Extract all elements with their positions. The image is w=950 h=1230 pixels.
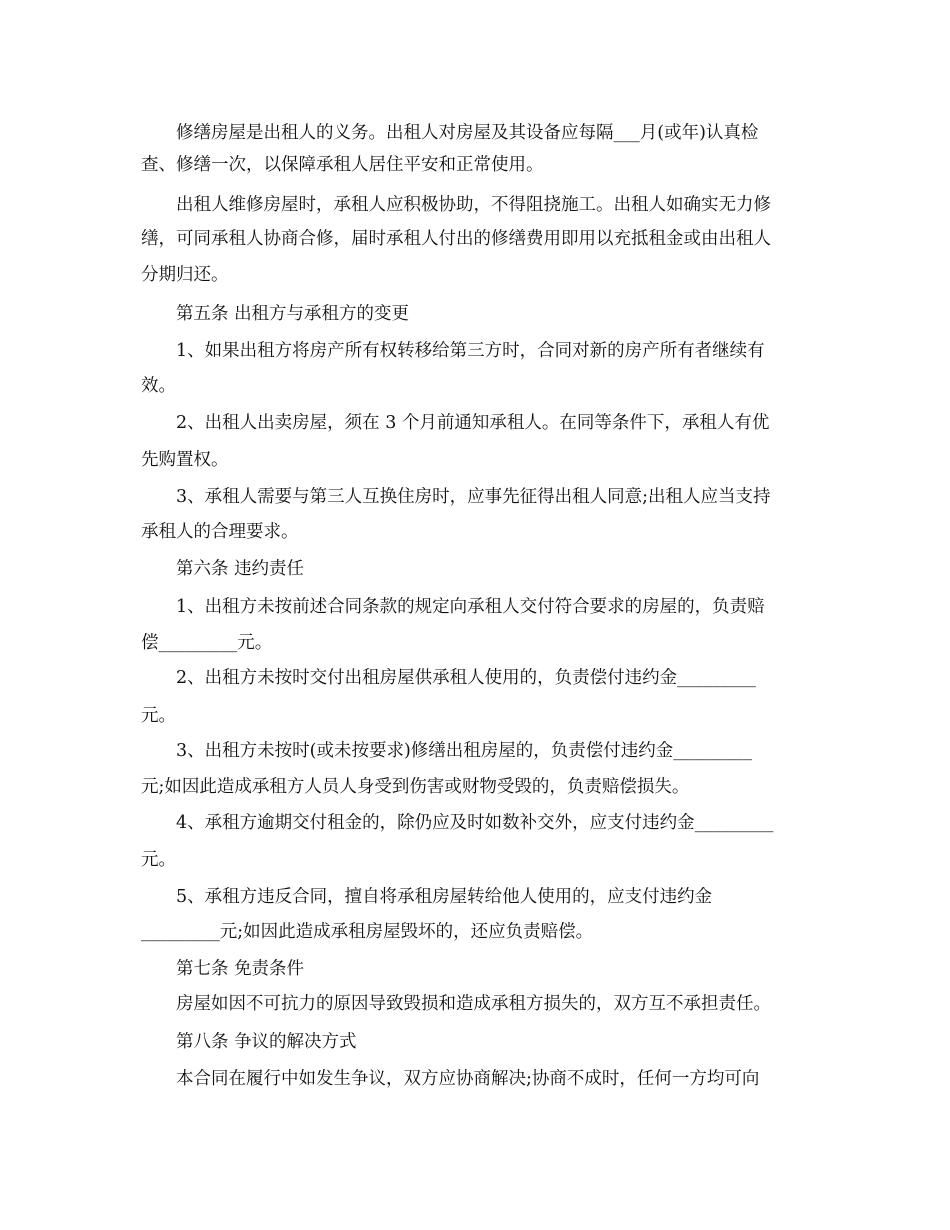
text-line: 元。 <box>141 850 176 870</box>
section-heading: 第八条 争议的解决方式 <box>176 1032 357 1052</box>
text-line: 承租人的合理要求。 <box>141 522 299 542</box>
text-line: 偿_________元。 <box>141 633 273 653</box>
text-line: 元。 <box>141 706 176 726</box>
section-heading: 第五条 出租方与承租方的变更 <box>176 304 410 324</box>
text-line: 3、出租方未按时(或未按要求)修缮出租房屋的，负责偿付违约金_________ <box>176 741 753 761</box>
text-line: 5、承租方违反合同，擅自将承租房屋转给他人使用的，应支付违约金 <box>176 887 713 907</box>
text-line: 房屋如因不可抗力的原因导致毁损和造成承租方损失的，双方互不承担责任。 <box>176 994 771 1014</box>
text-line: 缮，可同承租人协商合修，届时承租人付出的修缮费用即用以充抵租金或由出租人 <box>141 229 771 249</box>
text-line: 查、修缮一次，以保障承租人居住平安和正常使用。 <box>141 155 544 175</box>
text-line: 3、承租人需要与第三人互换住房时，应事先征得出租人同意;出租人应当支持 <box>176 487 771 507</box>
text-line: 1、如果出租方将房产所有权转移给第三方时，合同对新的房产所有者继续有 <box>176 341 765 361</box>
text-line: 修缮房屋是出租人的义务。出租人对房屋及其设备应每隔___月(或年)认真检 <box>176 123 759 143</box>
section-heading: 第六条 违约责任 <box>176 559 305 579</box>
text-line: 2、出租人出卖房屋，须在 3 个月前通知承租人。在同等条件下，承租人有优 <box>176 413 770 433</box>
text-line: 4、承租方逾期交付租金的，除仍应及时如数补交外，应支付违约金_________ <box>176 813 774 833</box>
text-line: 1、出租方未按前述合同条款的规定向承租人交付符合要求的房屋的，负责赔 <box>176 597 765 617</box>
text-line: 先购置权。 <box>141 450 229 470</box>
section-heading: 第七条 免责条件 <box>176 959 305 979</box>
text-line: 出租人维修房屋时，承租人应积极协助，不得阻挠施工。出租人如确实无力修 <box>176 195 771 215</box>
text-line: 分期归还。 <box>141 265 229 285</box>
text-line: 2、出租方未按时交付出租房屋供承租人使用的，负责偿付违约金_________ <box>176 668 756 688</box>
text-line: 本合同在履行中如发生争议，双方应协商解决;协商不成时，任何一方均可向 <box>176 1069 760 1089</box>
text-line: 元;如因此造成承租方人员人身受到伤害或财物受毁的，负责赔偿损失。 <box>141 777 690 797</box>
text-line: _________元;如因此造成承租房屋毁坏的，还应负责赔偿。 <box>141 922 594 942</box>
text-line: 效。 <box>141 376 176 396</box>
